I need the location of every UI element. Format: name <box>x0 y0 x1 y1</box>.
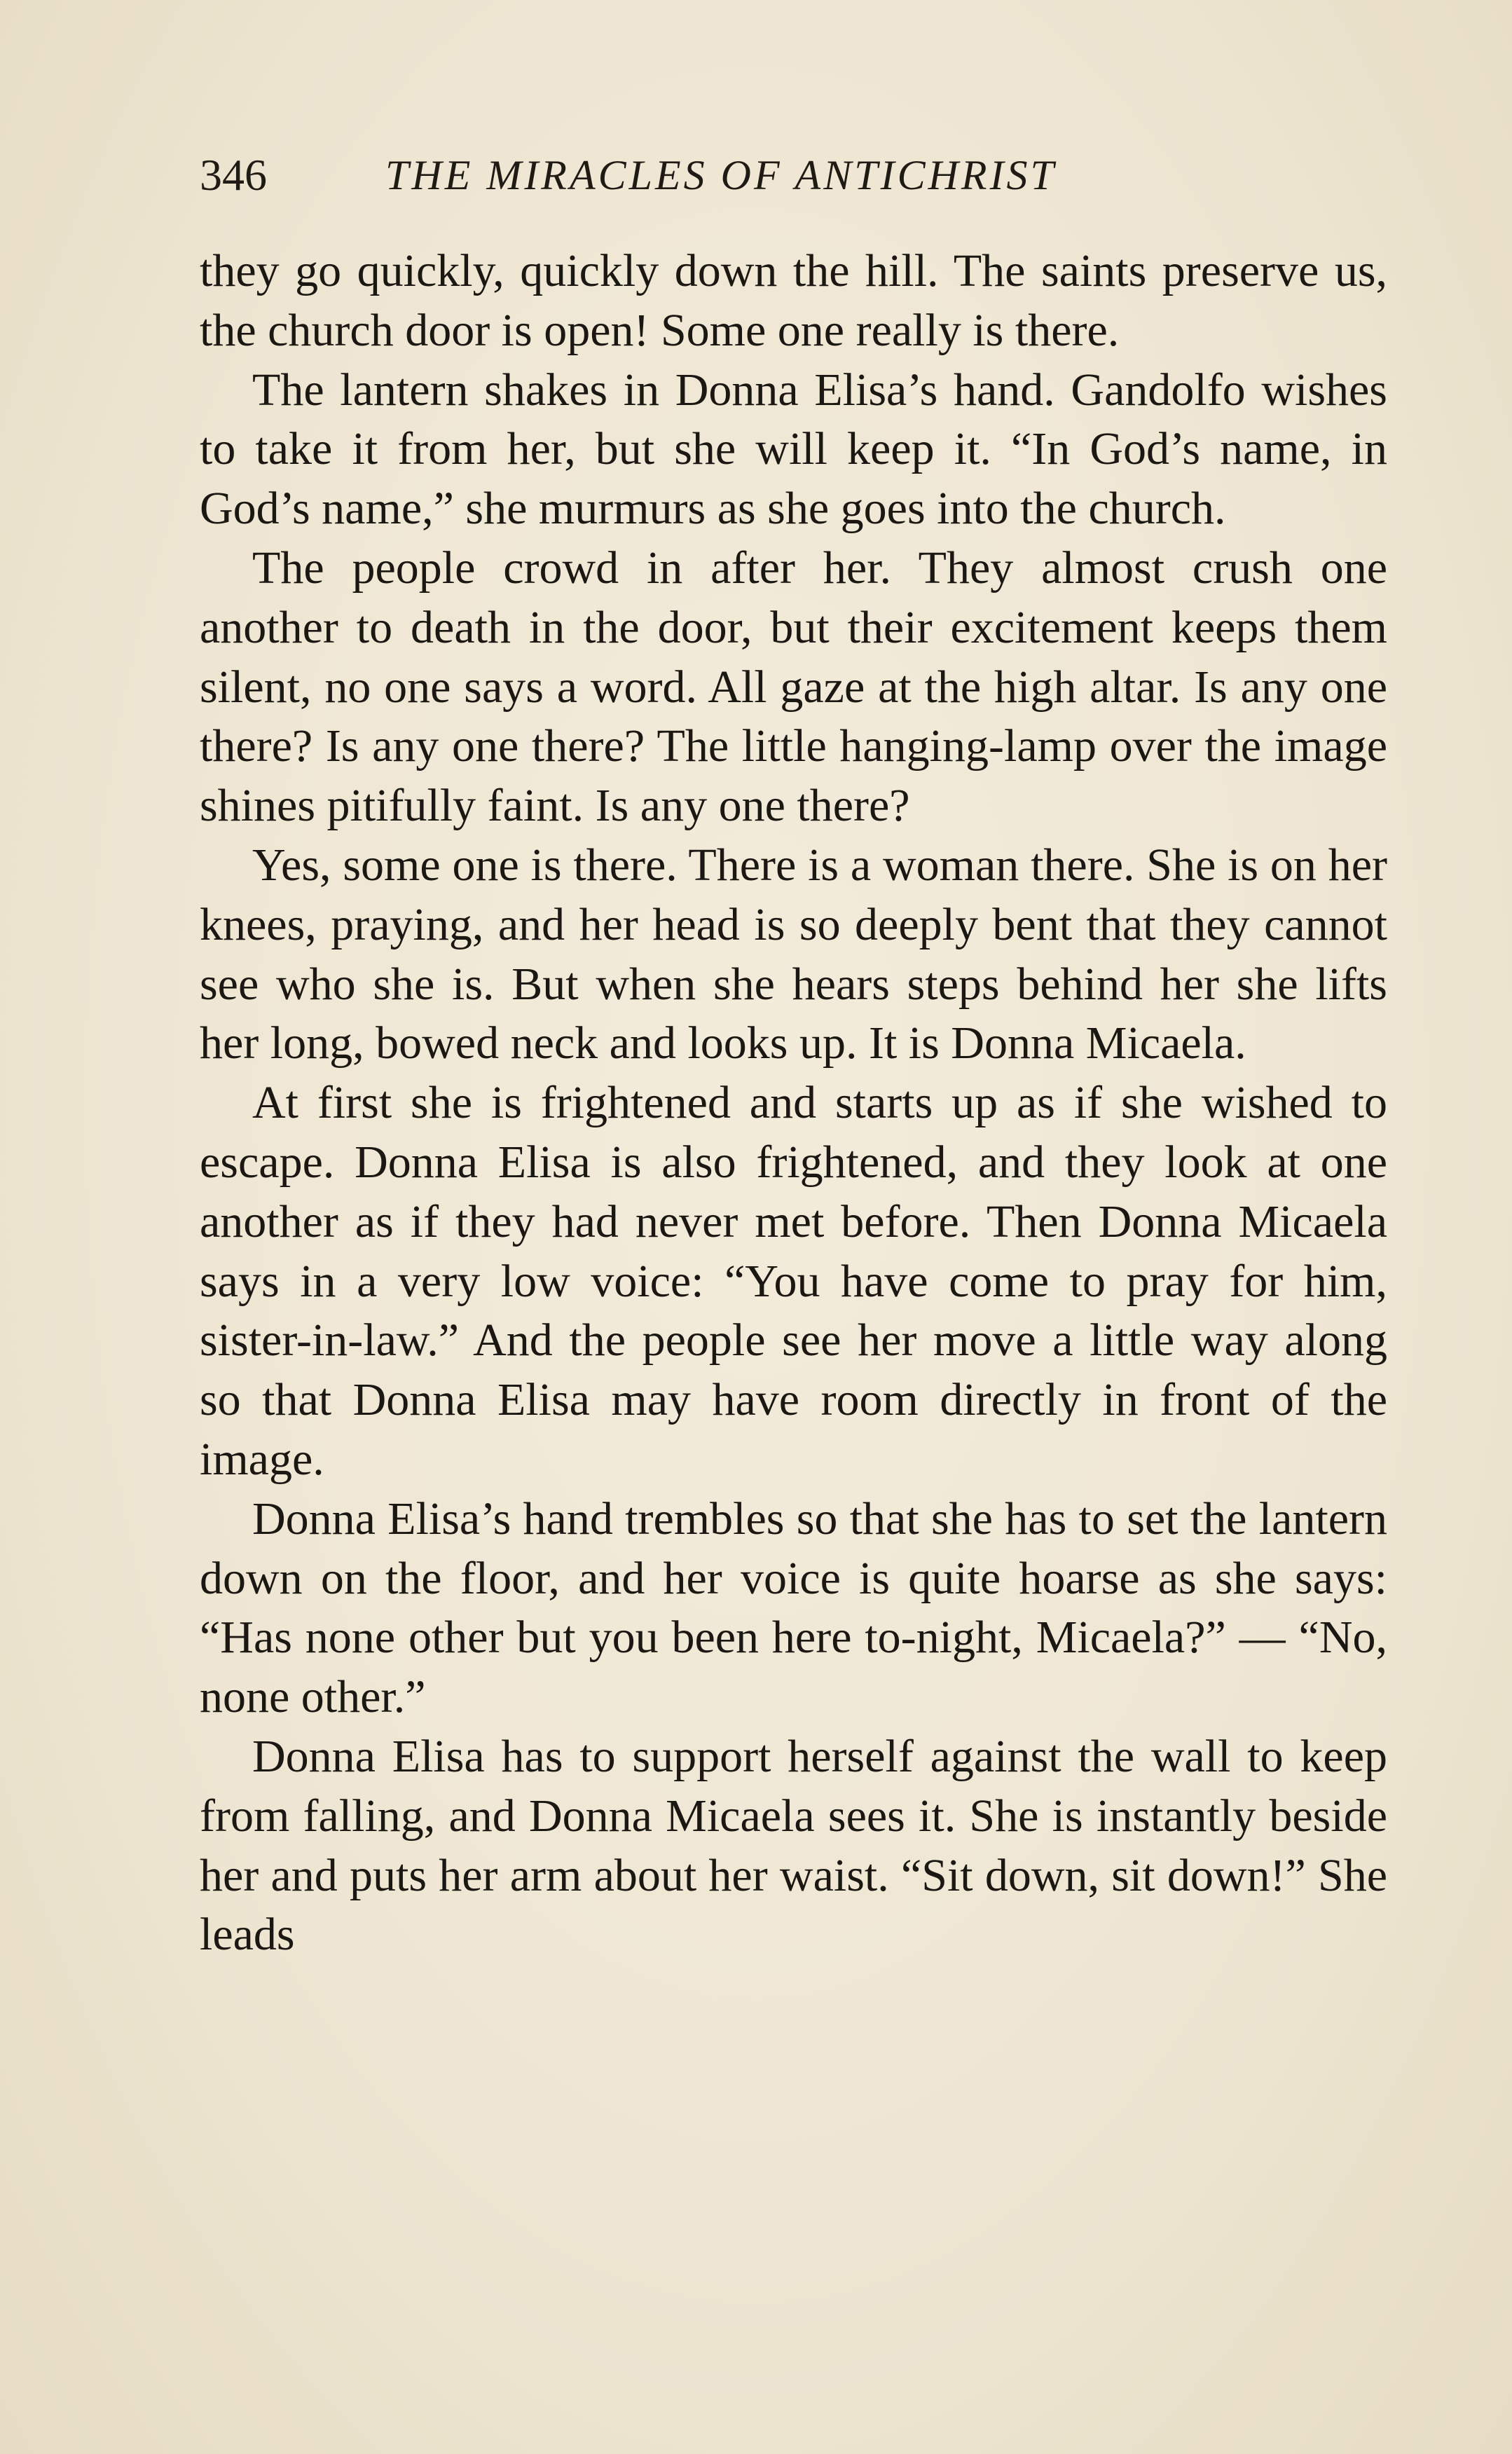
paragraph: The lantern shakes in Donna Elisa’s hand. Gandolfo wishes to take it from her, but she will keep it. “In God’s name, in God’s name,” she murmurs as she goes into the church. <box>200 364 1387 535</box>
running-head: THE MIRACLES OF ANTICHRIST <box>385 152 1057 198</box>
page-number: 346 <box>200 150 267 200</box>
paragraph: Donna Elisa’s hand trembles so that she has to set the lantern down on the floor, and her voice is quite hoarse as she says: “Has none other but you been here to-night, Micaela?” — “No, none other.” <box>200 1493 1387 1723</box>
paragraph: Donna Elisa has to support herself against the wall to keep from falling, and Donna Micaela sees it. She is instantly beside her and puts her arm about her waist. “Sit down, sit down!” She leads <box>200 1730 1387 1961</box>
paragraph: they go quickly, quickly down the hill. The saints preserve us, the church door is open! Some one really is there. <box>200 245 1387 356</box>
paragraph: Yes, some one is there. There is a woman there. She is on her knees, praying, and her head is so deeply bent that they cannot see who she is. But when she hears steps behind her she lifts her long, bowed neck and looks up. It is Donna Micaela. <box>200 839 1387 1069</box>
paragraph: The people crowd in after her. They almost crush one another to death in the door, but their excitement keeps them silent, no one says a word. All gaze at the high altar. Is any one there? Is any one there? The little hanging-lamp over the image shines pitifully faint. Is any one there? <box>200 542 1387 832</box>
body-text <box>200 242 1387 1965</box>
paragraph: At first she is frightened and starts up as if she wished to escape. Donna Elisa is also frightened, and they look at one another as if they had never met before. Then Donna Micaela says in a very low voice: “You have come to pray for him, sister-in-law.” And the people see her move a little way along so that Donna Elisa may have room directly in front of the image. <box>200 1077 1387 1485</box>
page-header <box>200 144 1391 207</box>
